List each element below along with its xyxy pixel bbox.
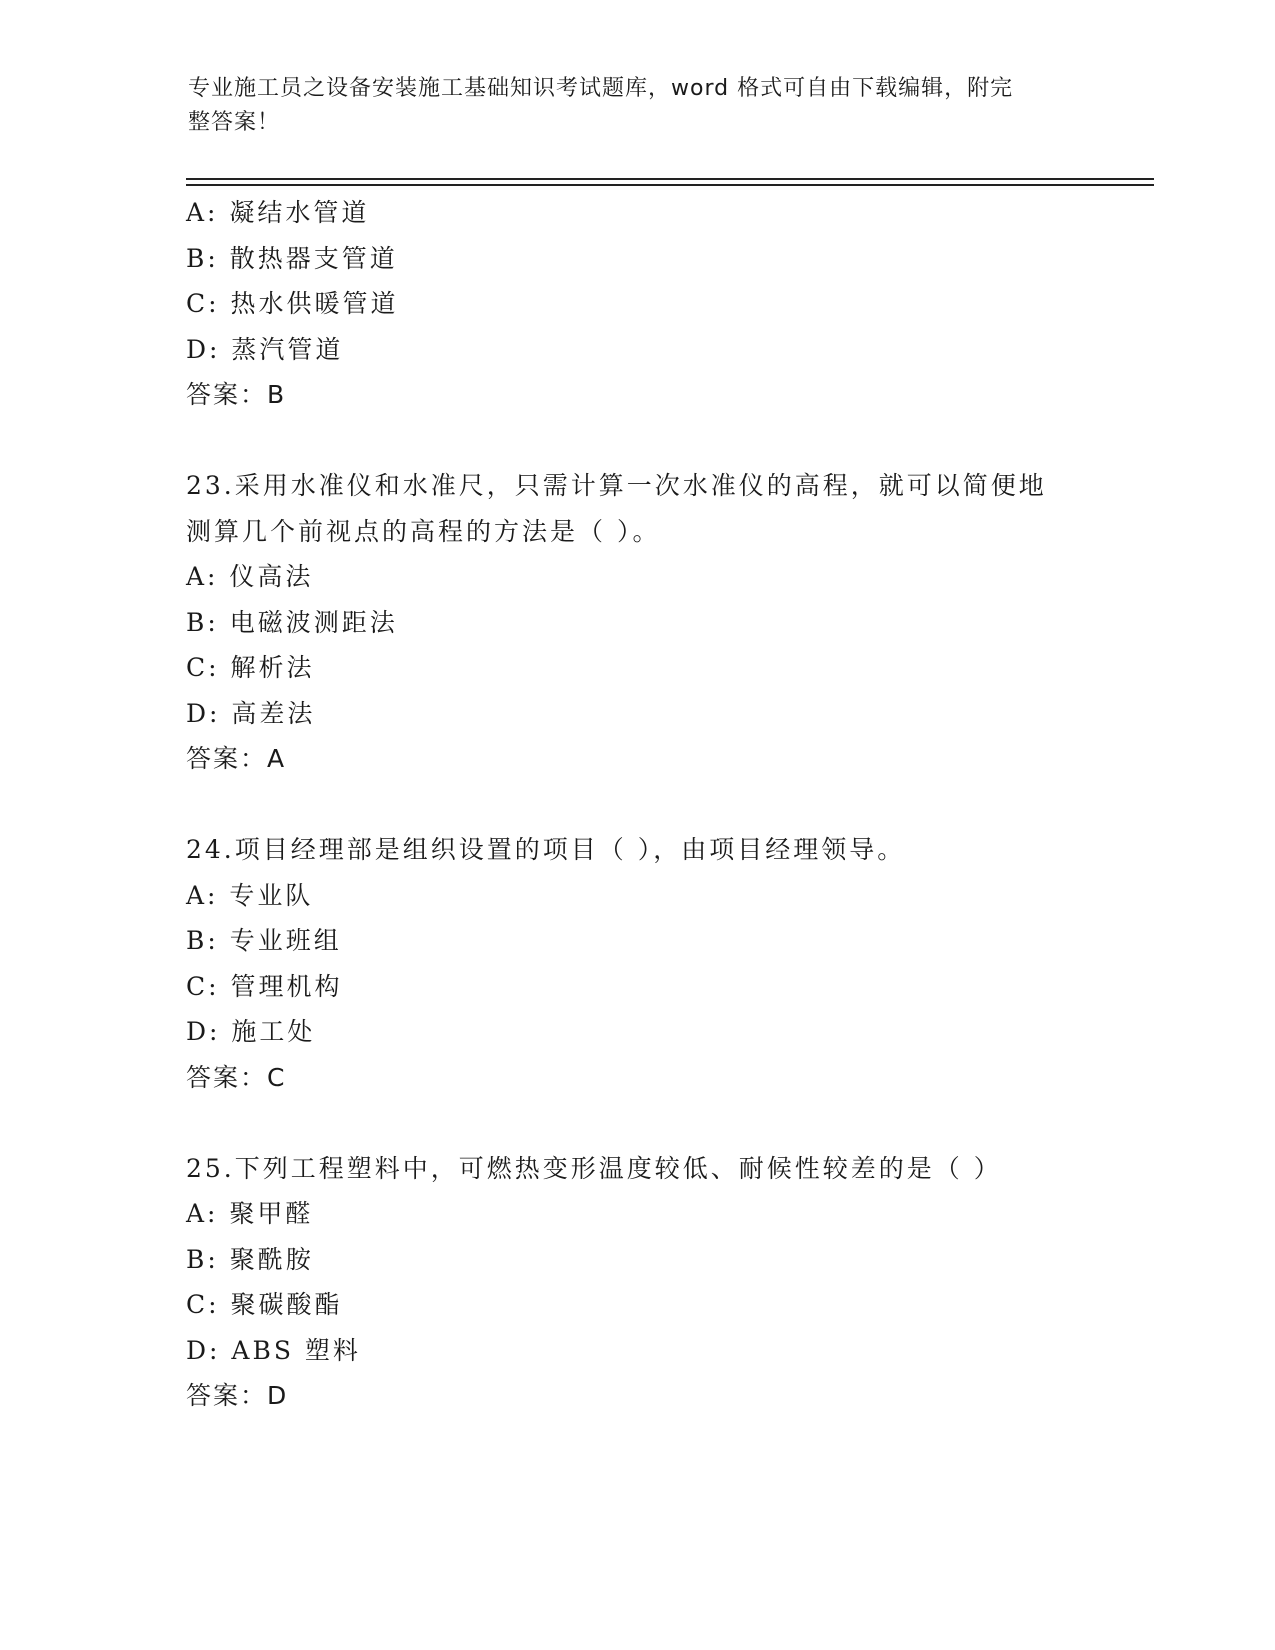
question-24 [186,827,1086,1100]
option-a: A: 仪高法 [186,562,314,591]
question-25 [186,1146,1086,1419]
answer: 答案：B [186,380,287,409]
document-header [188,72,1068,140]
option-d: D: 施工处 [186,1017,316,1046]
option-a: A: 聚甲醛 [186,1199,314,1228]
question-text-line-1: 23.采用水准仪和水准尺，只需计算一次水准仪的高程，就可以简便地 [186,471,1047,500]
spacer [186,1100,1086,1146]
question-23 [186,463,1086,782]
answer: 答案：C [186,1062,287,1092]
question-text: 25.下列工程塑料中，可燃热变形温度较低、耐候性较差的是（ ） [186,1153,1002,1183]
question-list [186,190,1086,1419]
option-d: D: 蒸汽管道 [186,334,344,364]
option-c: C: 聚碳酸酯 [186,1290,343,1319]
option-a: A: 专业队 [186,880,314,910]
option-c: C: 解析法 [186,653,315,682]
option-d: D: ABS 塑料 [186,1335,361,1365]
answer: 答案：A [186,744,287,773]
option-b: B: 电磁波测距法 [186,607,398,637]
option-b: B: 聚酰胺 [186,1244,314,1274]
option-b: B: 专业班组 [186,926,342,955]
header-line-1: 专业施工员之设备安装施工基础知识考试题库，word 格式可自由下载编辑，附完 [188,76,1014,101]
question-text: 24.项目经理部是组织设置的项目（ ），由项目经理领导。 [186,835,906,864]
spacer [186,418,1086,464]
answer: 答案：D [186,1381,289,1410]
spacer [186,782,1086,828]
option-c: C: 热水供暖管道 [186,289,399,318]
question-text-line-2: 测算几个前视点的高程的方法是（ ）。 [186,516,661,546]
question-22 [186,190,1086,418]
option-a: A: 凝结水管道 [186,198,370,227]
option-d: D: 高差法 [186,698,316,728]
header-divider-top [186,178,1154,180]
option-b: B: 散热器支管道 [186,243,398,273]
option-c: C: 管理机构 [186,971,343,1001]
header-line-2: 整答案！ [188,110,281,135]
header-divider-bottom [186,184,1154,186]
